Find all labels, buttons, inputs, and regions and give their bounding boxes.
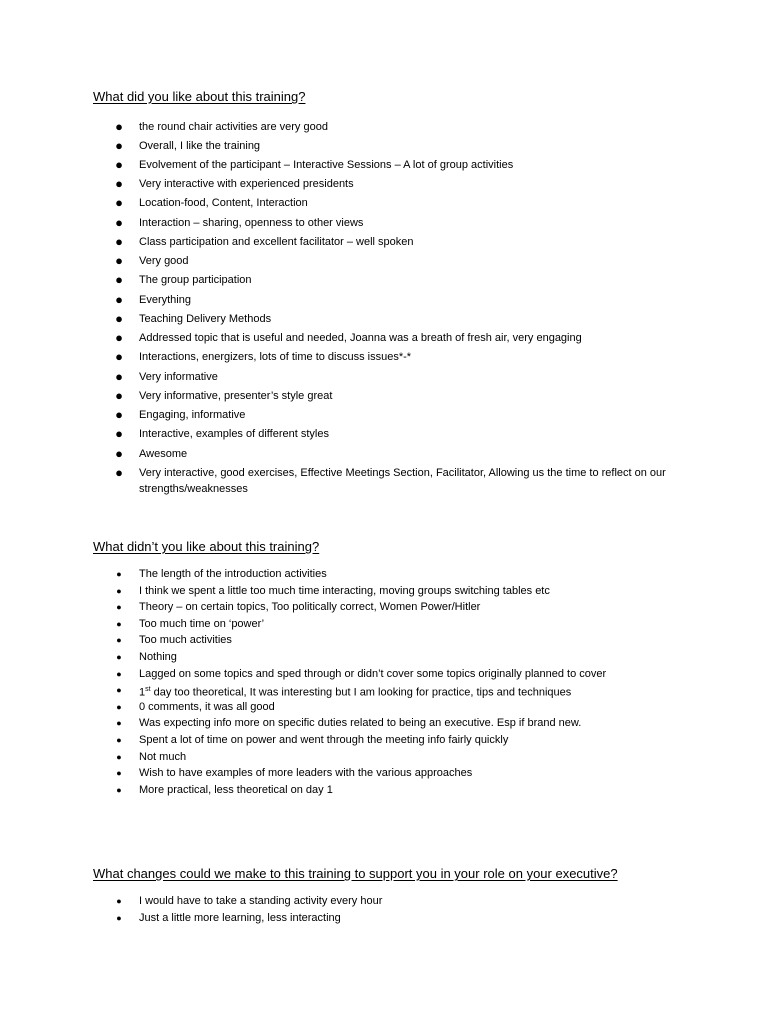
list-item-text: Lagged on some topics and sped through or didn’t cover some topics originally planned to cover [139, 668, 607, 680]
bullet-icon: ● [115, 272, 123, 287]
section-heading-disliked: What didn’t you like about this training? [93, 539, 320, 554]
bullet-icon: ● [115, 157, 123, 172]
list-item-text: the round chair activities are very good [139, 121, 328, 133]
section-heading-changes: What changes could we make to this training to support you in your role on your executive? [93, 866, 618, 881]
bullet-icon: ● [115, 195, 123, 210]
list-item-text: 1st day too theoretical, It was interesting but I am looking for practice, tips and techniques [139, 686, 572, 699]
list-item-text: Very interactive, good exercises, Effective Meetings Section, Facilitator, Allowing us the time to reflect on our strengths/weaknesses [139, 467, 666, 495]
list-item-text: Location-food, Content, Interaction [139, 197, 308, 209]
bullet-icon: ● [115, 138, 123, 153]
list-item-text: Addressed topic that is useful and needed, Joanna was a breath of fresh air, very engaging [139, 332, 582, 344]
list-item-text: Class participation and excellent facilitator – well spoken [139, 236, 414, 248]
section-heading-liked: What did you like about this training? [93, 89, 306, 104]
bullet-icon: ● [116, 669, 122, 679]
list-item-text: Very good [139, 255, 189, 267]
list-item-text: Was expecting info more on specific duties related to being an executive. Esp if brand new. [139, 717, 582, 729]
bullet-icon: ● [116, 702, 122, 712]
list-item-text: Interactive, examples of different styles [139, 428, 329, 440]
list-item-text: Just a little more learning, less interacting [139, 912, 341, 924]
bullet-icon: ● [116, 752, 122, 762]
bullet-icon: ● [115, 253, 123, 268]
list-item-text: Too much activities [139, 634, 232, 646]
list-item-text: Overall, I like the training [139, 140, 261, 152]
bullet-icon: ● [115, 388, 123, 403]
bullet-icon: ● [116, 685, 122, 695]
list-item-text: Too much time on ‘power’ [139, 618, 265, 630]
list-item-text: Interaction – sharing, openness to other views [139, 217, 364, 229]
list-item-text: Very informative [139, 371, 218, 383]
list-item-text: Engaging, informative [139, 409, 246, 421]
list-item-text: Evolvement of the participant – Interactive Sessions – A lot of group activities [139, 159, 514, 171]
list-item-text: Wish to have examples of more leaders with the various approaches [139, 767, 473, 779]
list-item-text: Nothing [139, 651, 177, 663]
bullet-icon: ● [115, 369, 123, 384]
list-item-text: Very interactive with experienced presidents [139, 178, 354, 190]
list-item-text: I would have to take a standing activity every hour [139, 895, 383, 907]
bullet-icon: ● [116, 635, 122, 645]
bullet-icon: ● [115, 446, 123, 461]
bullet-icon: ● [115, 119, 123, 134]
bullet-icon: ● [116, 586, 122, 596]
list-item-text: I think we spent a little too much time interacting, moving groups switching tables etc [139, 585, 550, 597]
list-item-text: Awesome [139, 448, 188, 460]
bullet-icon: ● [116, 652, 122, 662]
bullet-icon: ● [116, 569, 122, 579]
bullet-icon: ● [116, 896, 122, 906]
list-item-text: Spent a lot of time on power and went through the meeting info fairly quickly [139, 734, 509, 746]
bullet-icon: ● [116, 718, 122, 728]
list-item-text: Interactions, energizers, lots of time to discuss issues*-* [139, 351, 412, 363]
list-item-text: Not much [139, 751, 187, 763]
list-item-text: Very informative, presenter’s style great [139, 390, 333, 402]
list-item-text: The length of the introduction activities [139, 568, 327, 580]
bullet-icon: ● [115, 407, 123, 422]
bullet-icon: ● [116, 619, 122, 629]
bullet-icon: ● [115, 292, 123, 307]
list-item-text: Theory – on certain topics, Too politically correct, Women Power/Hitler [139, 601, 481, 613]
bullet-icon: ● [116, 913, 122, 923]
bullet-icon: ● [116, 768, 122, 778]
list-item-text: Teaching Delivery Methods [139, 313, 272, 325]
bullet-icon: ● [116, 602, 122, 612]
bullet-icon: ● [115, 426, 123, 441]
list-item-text: The group participation [139, 274, 252, 286]
list-item-text: 0 comments, it was all good [139, 701, 275, 713]
list-item-text: More practical, less theoretical on day 1 [139, 784, 333, 796]
bullet-icon: ● [115, 349, 123, 364]
bullet-icon: ● [115, 234, 123, 249]
bullet-icon: ● [115, 176, 123, 191]
bullet-icon: ● [116, 785, 122, 795]
bullet-icon: ● [115, 330, 123, 345]
list-item-text: Everything [139, 294, 191, 306]
bullet-icon: ● [115, 311, 123, 326]
bullet-icon: ● [115, 215, 123, 230]
bullet-icon: ● [115, 465, 123, 480]
bullet-icon: ● [116, 735, 122, 745]
